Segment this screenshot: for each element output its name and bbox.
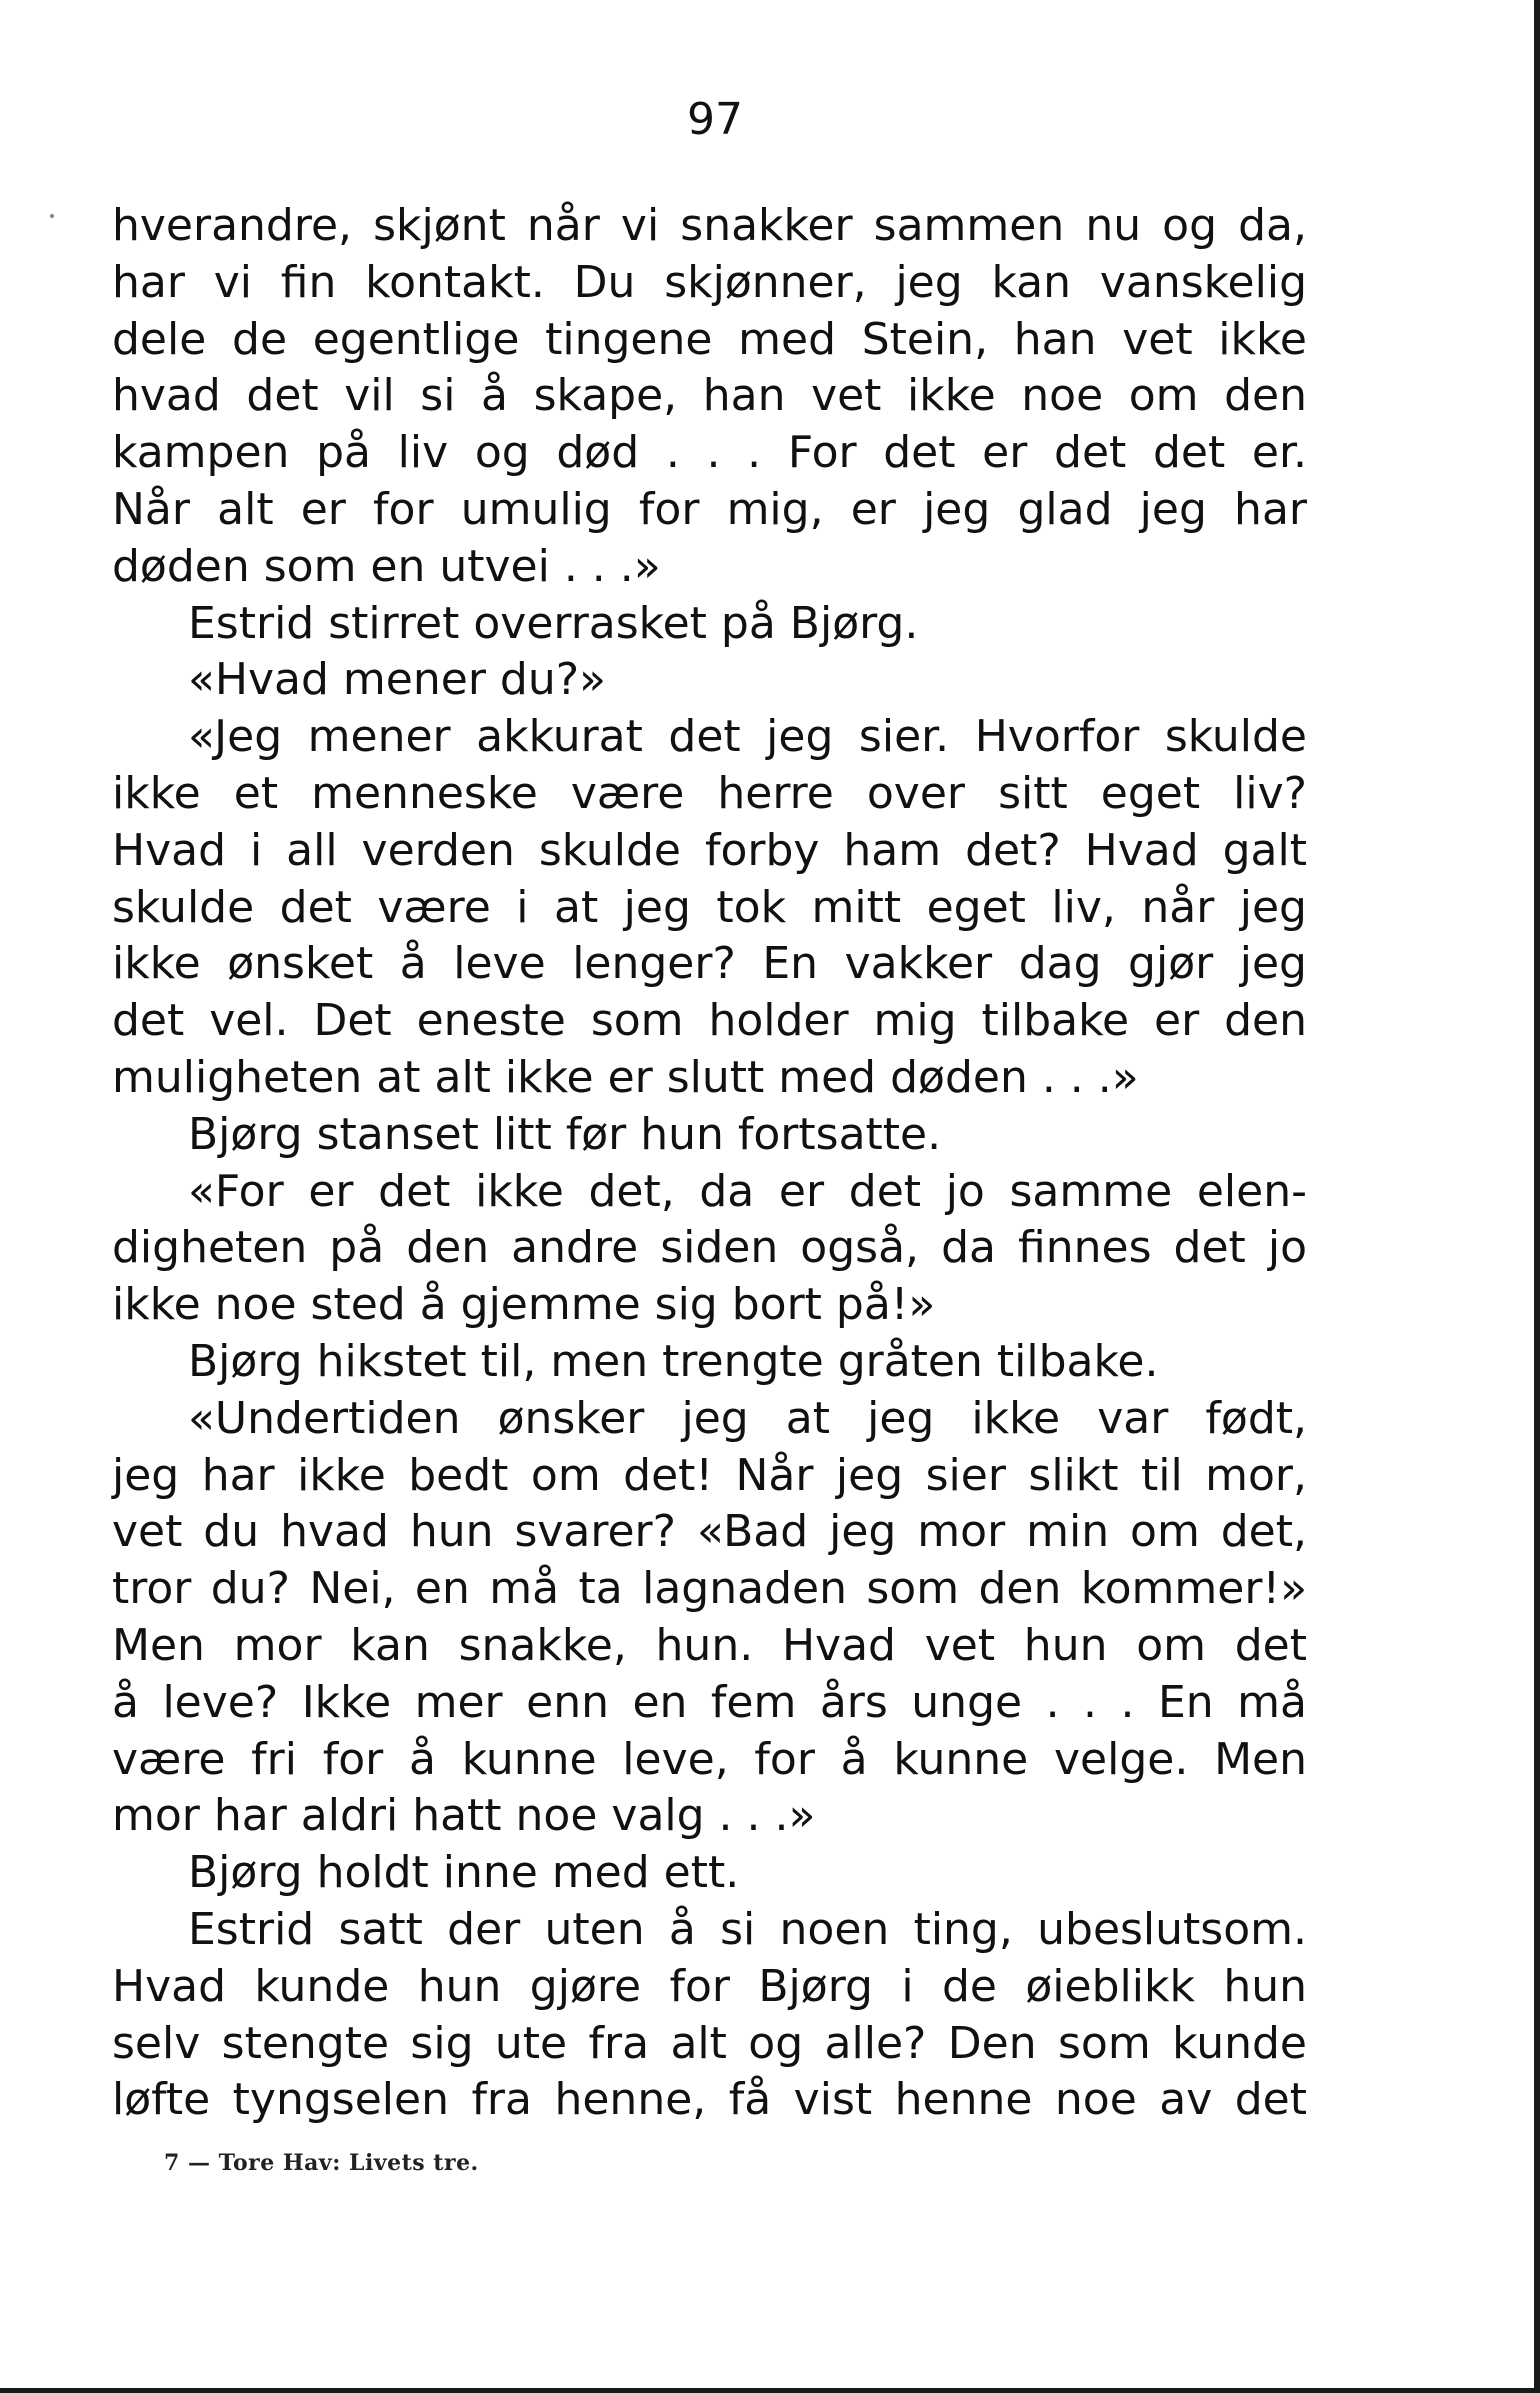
body-text (112, 198, 1307, 2129)
text-line: det vel. Det eneste som holder mig tilbake er den (112, 995, 1307, 1047)
text-line: dele de egentlige tingene med Stein, han vet ikke (112, 313, 1307, 365)
text-line: hvad det vil si å skape, han vet ikke noe om den (112, 370, 1307, 422)
text-line: vet du hvad hun svarer? «Bad jeg mor min om det, (112, 1506, 1307, 1558)
text-line: Hvad i all verden skulde forby ham det? Hvad galt (112, 824, 1307, 876)
text-line: muligheten at alt ikke er slutt med døden . . .» (112, 1051, 1139, 1103)
footer-signature: 7 — Tore Hav: Livets tre. (164, 2150, 479, 2176)
text-line: digheten på den andre siden også, da finnes det jo (112, 1222, 1307, 1274)
text-line: Men mor kan snakke, hun. Hvad vet hun om det (112, 1619, 1307, 1671)
text-line: tror du? Nei, en må ta lagnaden som den kommer!» (112, 1563, 1307, 1615)
text-line: Estrid stirret overrasket på Bjørg. (188, 597, 919, 649)
text-line: jeg har ikke bedt om det! Når jeg sier slikt til mor, (112, 1449, 1307, 1501)
text-line: Bjørg holdt inne med ett. (188, 1847, 740, 1899)
text-line: «Hvad mener du?» (188, 654, 606, 706)
text-line: hverandre, skjønt når vi snakker sammen nu og da, (112, 200, 1307, 251)
text-line: kampen på liv og død . . . For det er det det er. (112, 427, 1307, 479)
text-line: «Undertiden ønsker jeg at jeg ikke var født, (188, 1392, 1307, 1444)
text-line: Bjørg stanset litt før hun fortsatte. (188, 1108, 942, 1160)
text-line: løfte tyngselen fra henne, få vist henne noe av det (112, 2074, 1307, 2126)
page-edge-bottom (0, 2388, 1540, 2393)
text-line: har vi fin kontakt. Du skjønner, jeg kan vanskelig (112, 256, 1307, 308)
text-line: «Jeg mener akkurat det jeg sier. Hvorfor skulde (188, 711, 1307, 763)
text-line: ikke noe sted å gjemme sig bort på!» (112, 1279, 936, 1331)
text-line: Bjørg hikstet til, men trengte gråten tilbake. (188, 1335, 1159, 1387)
page-edge-right (1534, 0, 1540, 2393)
text-line: døden som en utvei . . .» (112, 540, 661, 592)
text-line: Når alt er for umulig for mig, er jeg glad jeg har (112, 483, 1307, 535)
text-line: ikke et menneske være herre over sitt eget liv? (112, 767, 1307, 819)
text-line: mor har aldri hatt noe valg . . .» (112, 1790, 816, 1842)
text-line: være fri for å kunne leve, for å kunne velge. Men (112, 1733, 1307, 1785)
ink-speck (50, 214, 54, 218)
text-line: ikke ønsket å leve lenger? En vakker dag gjør jeg (112, 938, 1307, 990)
text-line: Hvad kunde hun gjøre for Bjørg i de øieblikk hun (112, 1960, 1307, 2012)
text-line: Estrid satt der uten å si noen ting, ubeslutsom. (188, 1903, 1307, 1955)
text-line: selv stengte sig ute fra alt og alle? Den som kunde (112, 2017, 1307, 2069)
page-number: 97 (687, 94, 743, 145)
text-line: skulde det være i at jeg tok mitt eget liv, når jeg (112, 881, 1307, 933)
text-line: å leve? Ikke mer enn en fem års unge . . . En må (112, 1676, 1307, 1728)
text-line: «For er det ikke det, da er det jo samme elen- (188, 1165, 1307, 1217)
